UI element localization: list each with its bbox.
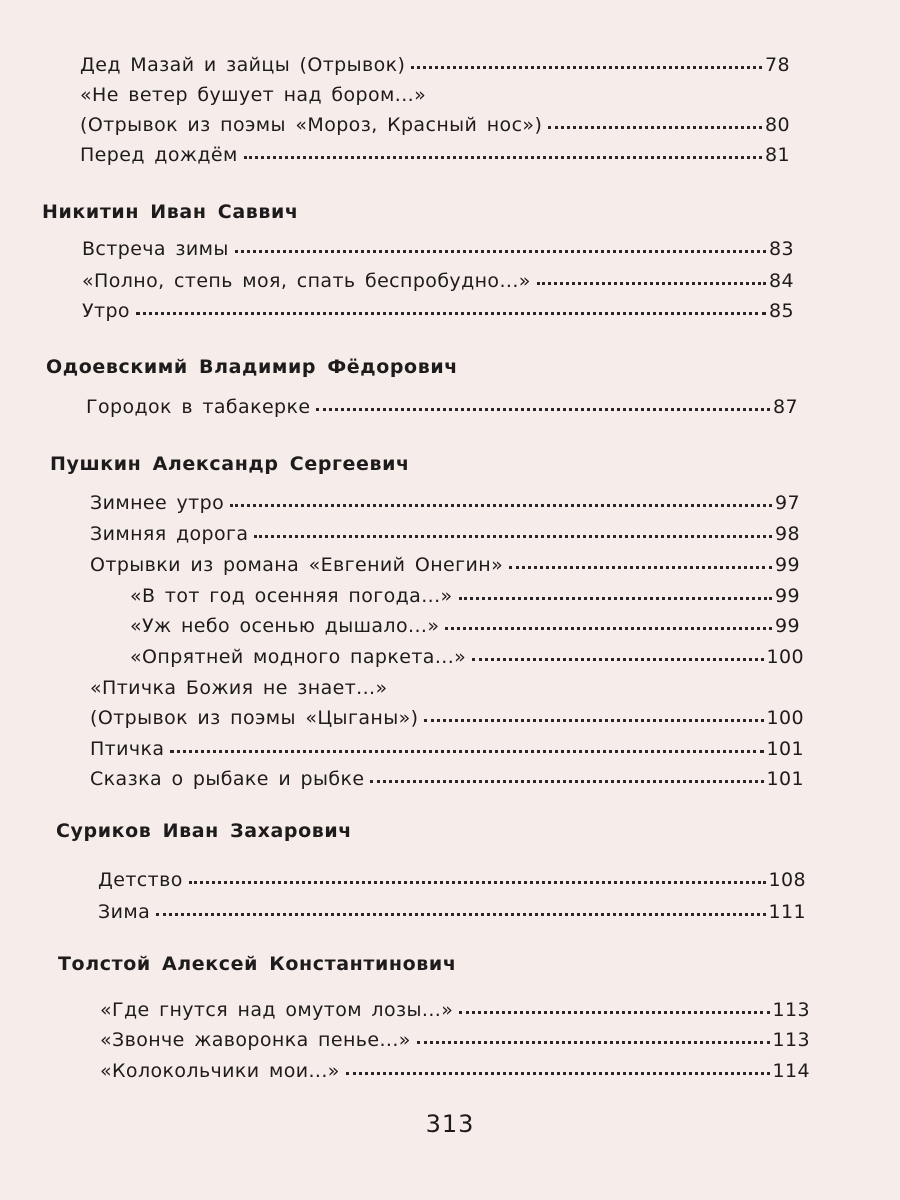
- leader-dots: [370, 780, 763, 783]
- entry-title: Зимнее утро: [90, 492, 225, 514]
- toc-entry: [80, 106, 790, 136]
- entry-title: «Полно, степь моя, спать беспробудно...»: [82, 270, 531, 292]
- toc-entry: [98, 893, 806, 923]
- leader-dots: [189, 881, 766, 884]
- author-heading: Толстой Алексей Константинович: [58, 953, 457, 975]
- leader-dots: [235, 250, 766, 253]
- entry-page: 80: [765, 114, 790, 136]
- toc-entry: [90, 515, 800, 545]
- entry-title: Дед Мазай и зайцы (Отрывок): [80, 54, 406, 76]
- toc-entry: [130, 638, 804, 668]
- leader-dots: [509, 566, 772, 569]
- leader-dots: [254, 535, 772, 538]
- entry-page: 100: [766, 646, 804, 668]
- author-heading: Никитин Иван Саввич: [42, 201, 299, 223]
- entry-title: Утро: [82, 300, 130, 322]
- author-heading: Суриков Иван Захарович: [56, 820, 352, 842]
- entry-title: (Отрывок из поэмы «Цыганы»): [90, 707, 419, 729]
- entry-title: «Где гнутся над омутом лозы...»: [100, 999, 454, 1021]
- entry-title: Зимняя дорога: [90, 523, 249, 545]
- entry-title: «Колокольчики мои...»: [100, 1060, 340, 1082]
- toc-entry: [130, 577, 800, 607]
- entry-page: 83: [769, 238, 794, 260]
- entry-page: 113: [772, 999, 810, 1021]
- entry-page: 99: [775, 554, 800, 576]
- toc-entry: [90, 699, 804, 729]
- entry-page: 84: [769, 270, 794, 292]
- entry-page: 78: [765, 54, 790, 76]
- entry-title: (Отрывок из поэмы «Мороз, Красный нос»): [80, 114, 543, 136]
- toc-entry: [100, 1052, 810, 1082]
- leader-dots: [445, 627, 772, 630]
- leader-dots: [244, 156, 762, 159]
- entry-title: Перед дождём: [80, 144, 238, 166]
- leader-dots: [548, 126, 762, 129]
- toc-entry: [80, 46, 790, 76]
- entry-title: «Звонче жаворонка пенье...»: [100, 1029, 411, 1051]
- leader-dots: [459, 1011, 769, 1014]
- entry-page: 81: [765, 144, 790, 166]
- author-heading: Одоевскимй Владимир Фёдорович: [46, 356, 458, 378]
- toc-entry: [90, 669, 804, 699]
- entry-title: Отрывки из романа «Евгений Онегин»: [90, 554, 504, 576]
- entry-page: 87: [773, 396, 798, 418]
- entry-title: Птичка: [90, 738, 165, 760]
- entry-title: Детство: [98, 869, 183, 891]
- toc-entry: [100, 991, 810, 1021]
- toc-entry: [80, 136, 790, 166]
- toc-entry: [90, 730, 804, 760]
- entry-page: 99: [775, 585, 800, 607]
- leader-dots: [170, 750, 763, 753]
- leader-dots: [156, 913, 765, 916]
- page-number: 313: [425, 1110, 475, 1138]
- entry-page: 111: [768, 901, 806, 923]
- leader-dots: [459, 597, 772, 600]
- toc-entry: [90, 484, 800, 514]
- toc-entry: [82, 262, 794, 292]
- toc-entry: [82, 292, 794, 322]
- leader-dots: [411, 66, 762, 69]
- toc-entry: [130, 607, 800, 637]
- entry-page: 114: [772, 1060, 810, 1082]
- entry-title: Сказка о рыбаке и рыбке: [90, 768, 365, 790]
- entry-title: «Опрятней модного паркета...»: [130, 646, 467, 668]
- toc-entry: [82, 230, 794, 260]
- entry-page: 101: [766, 768, 804, 790]
- toc-entry: [86, 388, 798, 418]
- entry-page: 113: [772, 1029, 810, 1051]
- entry-page: 85: [769, 300, 794, 322]
- toc-entry: [90, 760, 804, 790]
- leader-dots: [346, 1072, 770, 1075]
- entry-title: Встреча зимы: [82, 238, 229, 260]
- toc-entry: [98, 861, 806, 891]
- toc-entry: [90, 546, 800, 576]
- entry-page: 97: [775, 492, 800, 514]
- leader-dots: [537, 282, 766, 285]
- entry-title: «Птичка Божия не знает...»: [90, 677, 388, 699]
- toc-entry: [80, 76, 790, 106]
- entry-title: «В тот год осенняя погода...»: [130, 585, 453, 607]
- entry-page: 100: [766, 707, 804, 729]
- entry-title: Городок в табакерке: [86, 396, 311, 418]
- leader-dots: [472, 658, 763, 661]
- entry-page: 108: [768, 869, 806, 891]
- entry-page: 101: [766, 738, 804, 760]
- author-heading: Пушкин Александр Сергеевич: [50, 453, 410, 475]
- leader-dots: [424, 719, 763, 722]
- leader-dots: [417, 1041, 770, 1044]
- entry-title: «Уж небо осенью дышало...»: [130, 615, 440, 637]
- entry-title: Зима: [98, 901, 151, 923]
- leader-dots: [136, 312, 766, 315]
- leader-dots: [230, 504, 772, 507]
- entry-title: «Не ветер бушует над бором...»: [80, 84, 427, 106]
- leader-dots: [316, 408, 770, 411]
- entry-page: 98: [775, 523, 800, 545]
- entry-page: 99: [775, 615, 800, 637]
- toc-entry: [100, 1021, 810, 1051]
